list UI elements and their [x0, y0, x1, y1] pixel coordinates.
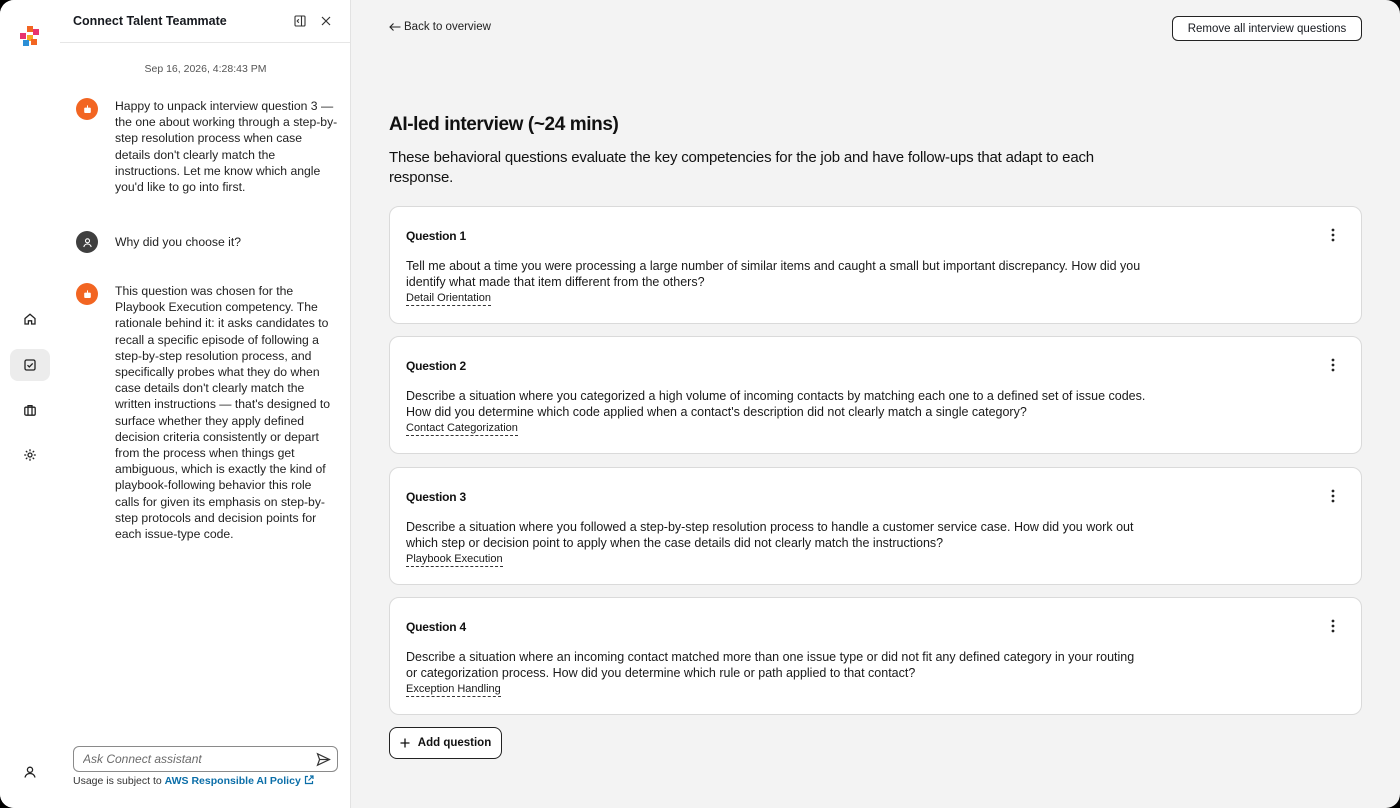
responsible-ai-policy-link[interactable] — [165, 775, 314, 787]
assistant-message — [76, 98, 338, 195]
question-text: Tell me about a time you were processing a large number of similar items and caught a small but important discrepancy. How did you identify what made that item different from the others? — [406, 259, 1141, 290]
more-vertical-icon — [1331, 489, 1335, 503]
assistant-header — [60, 0, 350, 43]
back-to-overview-link[interactable] — [389, 21, 491, 33]
back-label: Back to overview — [404, 21, 491, 33]
assistant-input-box — [73, 746, 338, 772]
question-menu-button[interactable] — [1323, 355, 1343, 375]
briefcase-icon — [23, 403, 37, 417]
collapse-panel-button[interactable] — [292, 13, 308, 29]
question-text: Describe a situation where you categorized a high volume of incoming contacts by matching each one to a defined set of issue codes. How did you determine which code applied when a contact's description did not clearly match a single category? — [406, 389, 1146, 420]
question-menu-button[interactable] — [1323, 616, 1343, 636]
usage-notice — [73, 775, 314, 787]
question-card — [389, 336, 1362, 454]
page-subtitle: These behavioral questions evaluate the key competencies for the job and have follow-ups that adapt to each response. — [389, 149, 1094, 186]
logo-square — [33, 29, 39, 35]
send-icon[interactable] — [316, 752, 331, 767]
checklist-icon — [23, 358, 37, 372]
external-link-icon — [304, 775, 314, 785]
nav-profile[interactable] — [10, 756, 50, 788]
user-avatar — [76, 231, 98, 253]
remove-all-questions-button[interactable]: Remove all interview questions — [1172, 16, 1362, 41]
question-text: Describe a situation where you followed a step-by-step resolution process to handle a customer service case. How did you work out which step or decision point to apply when the case details did not clearly match the instructions? — [406, 520, 1134, 551]
logo-square — [20, 33, 26, 39]
user-icon — [23, 765, 37, 779]
nav-settings[interactable] — [10, 439, 50, 471]
competency-tag[interactable]: Contact Categorization — [406, 422, 518, 434]
more-vertical-icon — [1331, 358, 1335, 372]
logo-square — [31, 39, 37, 45]
usage-prefix: Usage is subject to — [73, 775, 162, 787]
question-card — [389, 206, 1362, 324]
nav-interviews[interactable] — [10, 349, 50, 381]
page-title: AI-led interview (~24 mins) — [389, 114, 619, 135]
robot-icon — [82, 289, 93, 300]
add-question-button[interactable] — [389, 727, 502, 759]
question-label: Question 1 — [406, 229, 467, 243]
assistant-message — [76, 283, 338, 542]
more-vertical-icon — [1331, 228, 1335, 242]
question-card — [389, 467, 1362, 585]
user-icon — [82, 237, 93, 248]
policy-link-label: AWS Responsible AI Policy — [164, 775, 301, 787]
app-logo[interactable] — [20, 26, 40, 46]
add-question-label: Add question — [417, 737, 492, 749]
more-vertical-icon — [1331, 619, 1335, 633]
nav-jobs[interactable] — [10, 394, 50, 426]
logo-square — [23, 40, 29, 46]
main-content — [351, 0, 1400, 808]
question-menu-button[interactable] — [1323, 486, 1343, 506]
home-icon — [23, 312, 37, 326]
robot-icon — [82, 104, 93, 115]
chat-timestamp: Sep 16, 2026, 4:28:43 PM — [144, 63, 267, 75]
question-menu-button[interactable] — [1323, 225, 1343, 245]
assistant-title: Connect Talent Teammate — [73, 14, 227, 28]
gear-icon — [23, 448, 37, 462]
question-card — [389, 597, 1362, 715]
message-text: Happy to unpack interview question 3 — the one about working through a step-by-step resolution process when case details don't clearly match the instructions. Let me know which angle you'd like to go into first. — [115, 99, 338, 195]
panel-collapse-icon — [294, 15, 306, 27]
assistant-panel — [60, 0, 351, 808]
close-icon — [320, 15, 332, 27]
message-text: Why did you choose it? — [115, 235, 242, 249]
question-label: Question 2 — [406, 359, 467, 373]
question-text: Describe a situation where an incoming contact matched more than one issue type or did not fit any defined category in your routing or categorization process. How did you determine which rule or path applied to that contact? — [406, 650, 1135, 681]
ask-assistant-input[interactable] — [74, 747, 299, 771]
nav-home[interactable] — [10, 303, 50, 335]
arrow-left-icon — [389, 22, 401, 32]
competency-tag[interactable]: Detail Orientation — [406, 292, 491, 304]
message-text: This question was chosen for the Playbook Execution competency. The rationale behind it: it asks candidates to recall a specific episode of following a step-by-step resolution process, and specifically probes what they do when case details don't clearly match the written instructions — that's designed to surface whether they apply defined decision criteria consistently or depart from the process when things get ambiguous, which is exactly the kind of playbook-following behavior this role calls for given its emphasis on step-by-step protocols and decision points for each issue-type code. — [115, 284, 331, 542]
competency-tag[interactable]: Playbook Execution — [406, 553, 503, 565]
user-message — [76, 231, 338, 250]
left-rail — [0, 0, 60, 808]
close-panel-button[interactable] — [318, 13, 334, 29]
question-label: Question 4 — [406, 620, 467, 634]
assistant-avatar — [76, 283, 98, 305]
plus-icon — [400, 738, 410, 748]
question-label: Question 3 — [406, 490, 467, 504]
competency-tag[interactable]: Exception Handling — [406, 683, 501, 695]
assistant-avatar — [76, 98, 98, 120]
